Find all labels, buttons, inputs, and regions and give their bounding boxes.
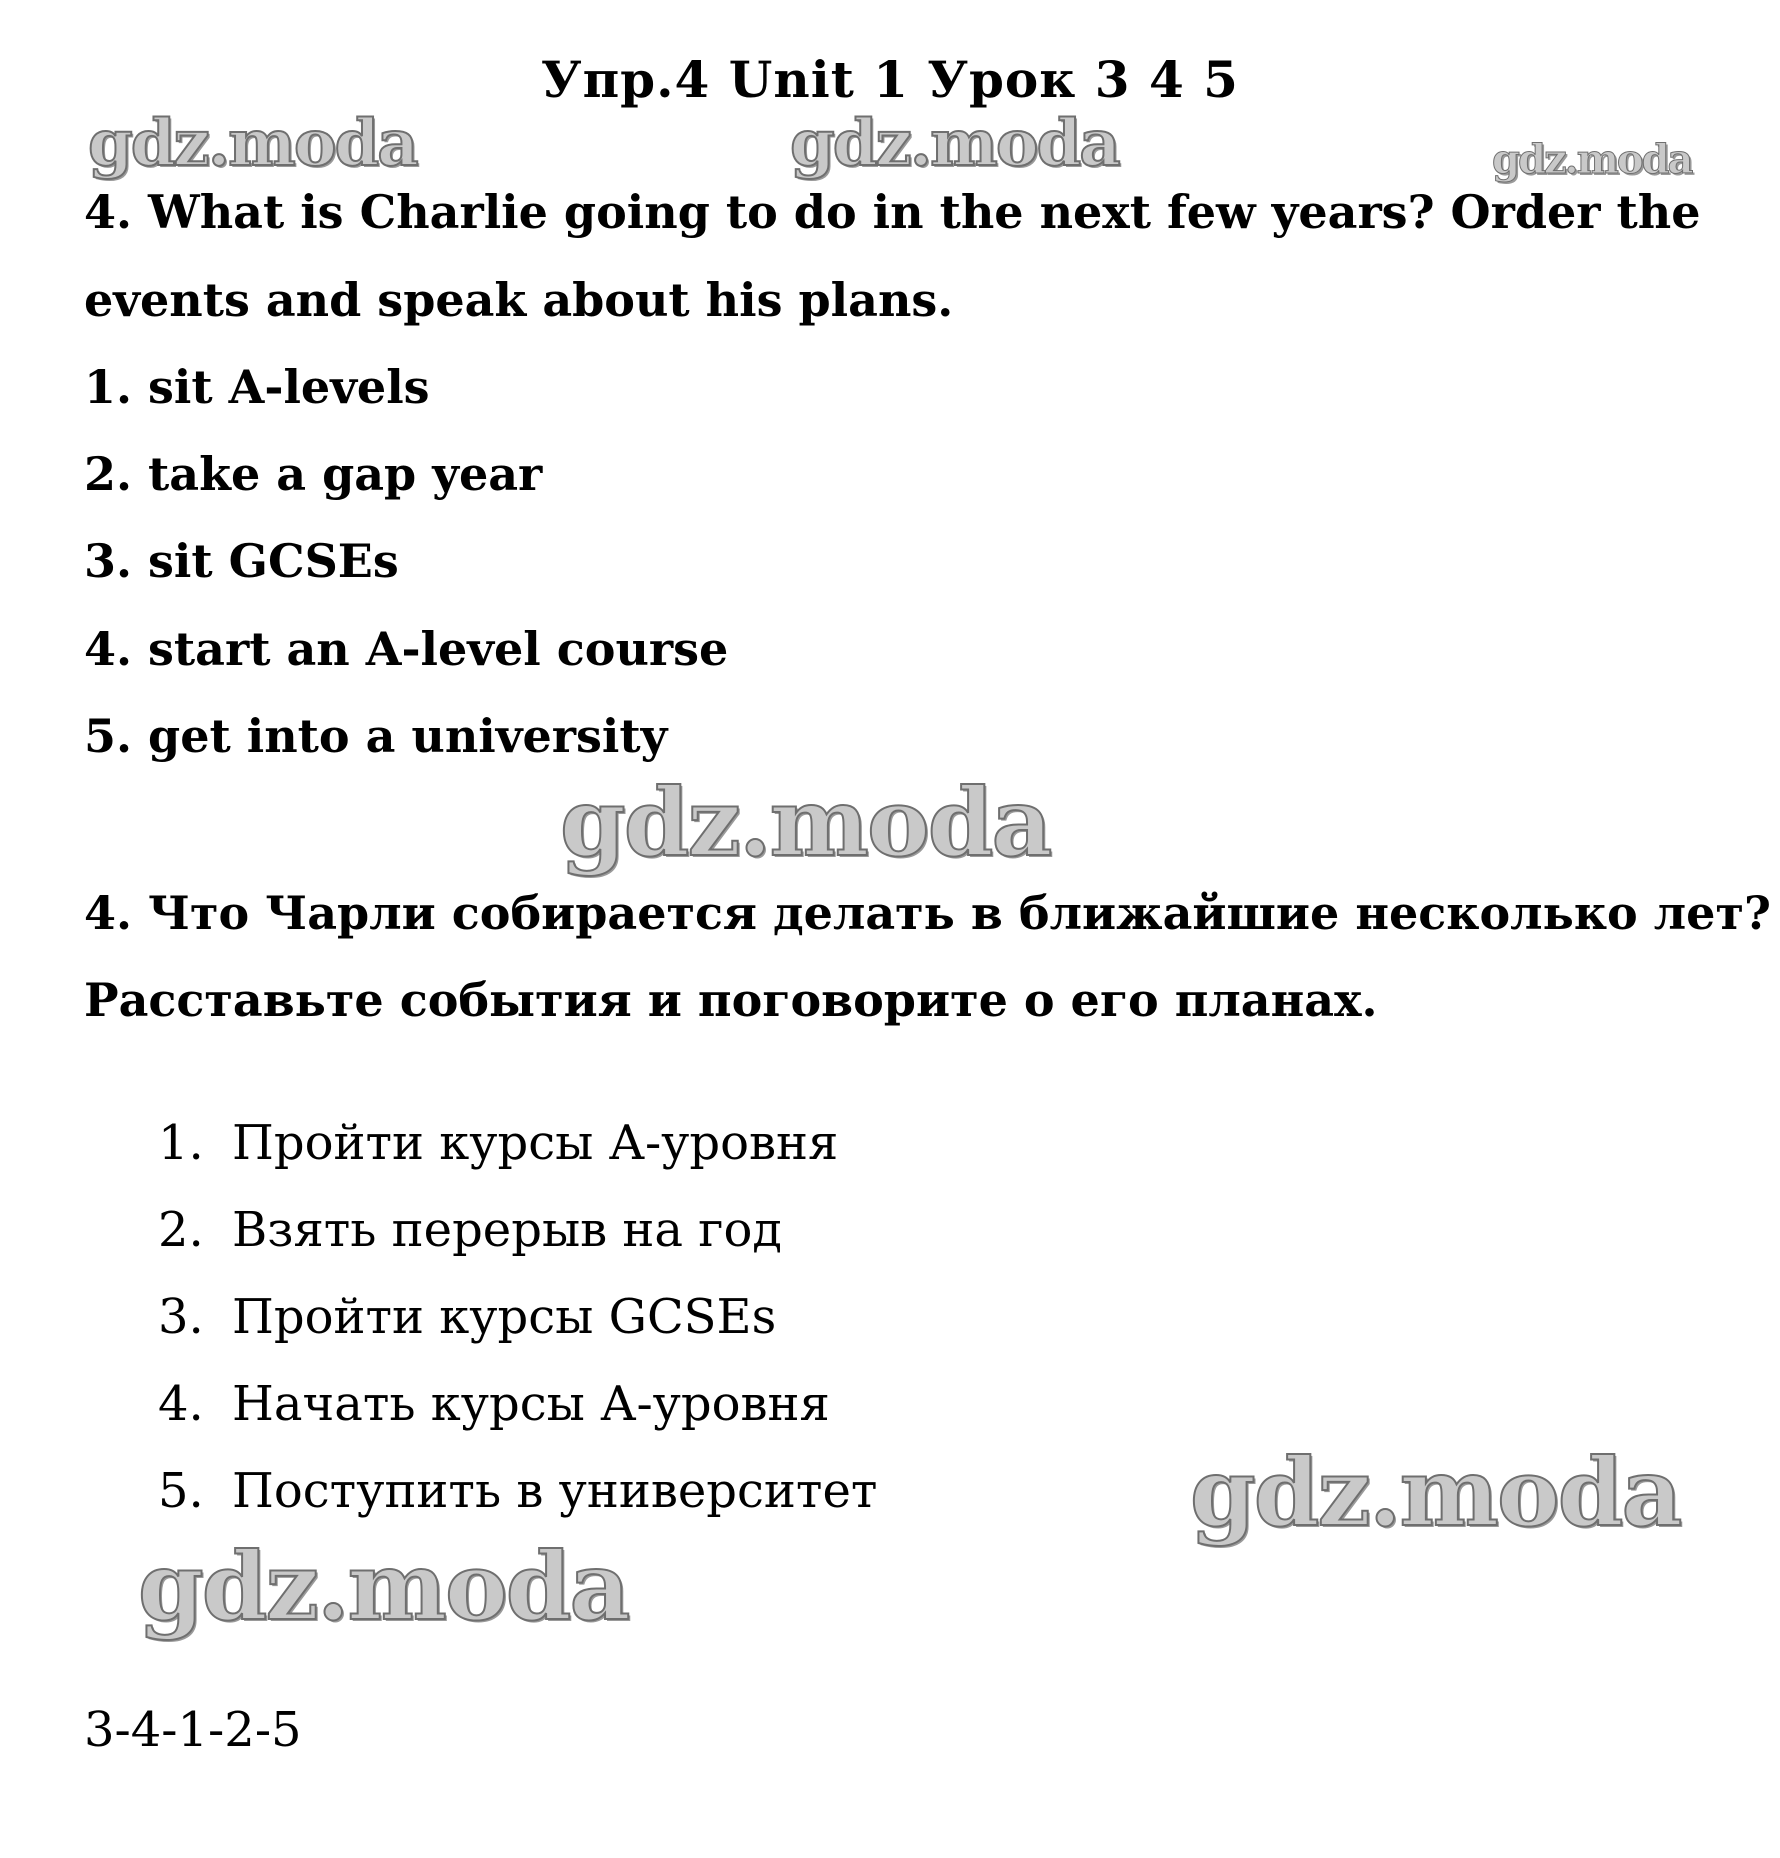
watermark: gdz.moda: [138, 1532, 629, 1642]
list-item-text: Пройти курсы А-уровня: [232, 1115, 839, 1171]
list-item-number: 4.: [158, 1376, 204, 1432]
answer-sequence: 3-4-1-2-5: [84, 1702, 302, 1758]
list-item: [158, 1448, 877, 1535]
watermark: gdz.moda: [790, 106, 1119, 181]
watermark: gdz.moda: [88, 106, 417, 181]
watermark: gdz.moda: [1190, 1438, 1681, 1548]
task-ru-line-1: 4. Что Чарли собирается делать в ближайшие несколько лет?: [84, 886, 1771, 940]
list-item: [158, 1274, 877, 1361]
item-en-2: 2. take a gap year: [84, 447, 543, 501]
items-ru-list: [158, 1100, 877, 1535]
list-item-text: Пройти курсы GCSEs: [232, 1289, 777, 1345]
item-en-5: 5. get into a university: [84, 709, 668, 763]
task-en-line-2: events and speak about his plans.: [84, 273, 954, 327]
item-en-3: 3. sit GCSEs: [84, 534, 399, 588]
task-en-line-1: 4. What is Charlie going to do in the next few years? Order the: [84, 185, 1701, 239]
list-item-text: Начать курсы А-уровня: [232, 1376, 830, 1432]
item-en-1: 1. sit A-levels: [84, 360, 430, 414]
list-item: [158, 1100, 877, 1187]
list-item-text: Поступить в университет: [232, 1463, 878, 1519]
item-en-4: 4. start an A-level course: [84, 622, 729, 676]
list-item-number: 5.: [158, 1463, 204, 1519]
list-item-number: 1.: [158, 1115, 204, 1171]
list-item-text: Взять перерыв на год: [232, 1202, 782, 1258]
list-item: [158, 1361, 877, 1448]
list-item-number: 2.: [158, 1202, 204, 1258]
watermark: gdz.moda: [560, 768, 1051, 878]
list-item-number: 3.: [158, 1289, 204, 1345]
list-item: [158, 1187, 877, 1274]
page-title: Упр.4 Unit 1 Урок 3 4 5: [541, 50, 1239, 109]
task-ru-line-2: Расставьте события и поговорите о его планах.: [84, 973, 1378, 1027]
watermark: gdz.moda: [1492, 136, 1692, 183]
